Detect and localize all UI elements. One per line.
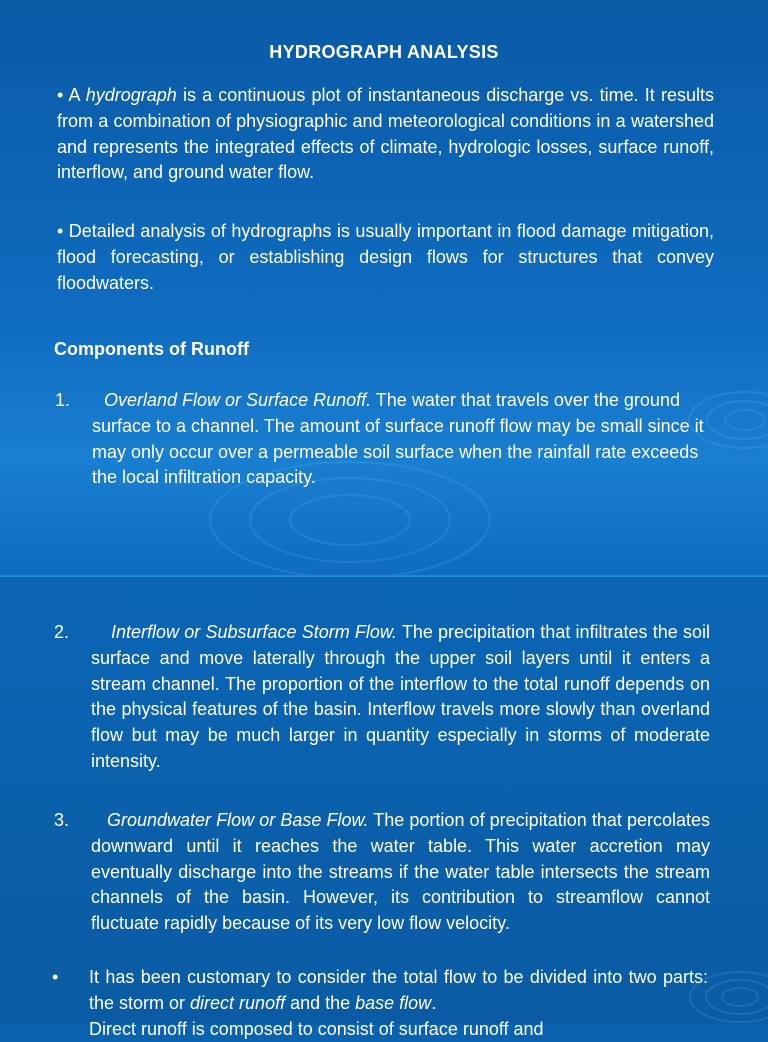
slide-title: HYDROGRAPH ANALYSIS bbox=[269, 42, 499, 62]
analysis-paragraph: • Detailed analysis of hydrographs is usually important in flood damage mitigation, flood forecasting, or establishing design flows for structures that convey floodwaters. bbox=[57, 221, 714, 293]
item-text: Interflow or Subsurface Storm Flow. The precipitation that infiltrates the soil surface and move laterally through the upper soil layers until it enters a stream channel. The proportion of the interflow to the total runoff depends on the physical features of the basin. Interflow travels more slowly than overland flow but may be much larger in quantity especially in storms of moderate intensity. bbox=[91, 622, 711, 771]
item-number: 2. bbox=[54, 622, 70, 642]
cut-off-line: Direct runoff is composed to consist of surface runoff and bbox=[89, 1018, 544, 1039]
runoff-item-3 bbox=[54, 808, 710, 937]
item-text: Groundwater Flow or Base Flow. The portion of precipitation that percolates downward until it reaches the water table. This water accretion may eventually discharge into the streams if the water table intersects the stream channels of the basin. However, its contribution to streamflow cannot fluctuate rapidly because of its very low flow velocity. bbox=[91, 810, 710, 934]
intro-paragraph: • A hydrograph is a continuous plot of instantaneous discharge vs. time. It results from a combination of physiographic and meteorological conditions in a watershed and represents the integrated effects of climate, hydrologic losses, surface runoff, interflow, and ground water flow. bbox=[57, 85, 714, 183]
item-number: 1. bbox=[55, 390, 71, 410]
direct-runoff-term: direct runoff bbox=[190, 992, 286, 1013]
bullet-glyph: • bbox=[52, 967, 59, 987]
item-term: Groundwater Flow or Base Flow. bbox=[107, 810, 369, 830]
section-heading: Components of Runoff bbox=[54, 339, 249, 359]
flow-division-bullet bbox=[52, 965, 708, 1042]
runoff-item-2 bbox=[54, 620, 710, 775]
bullet-glyph: • bbox=[57, 221, 64, 241]
bullet-text: It has been customary to consider the total flow to be divided into two parts: the storm or direct runoff and the base flow. Direct runoff is composed to consist of surface runoff and bbox=[89, 967, 708, 1039]
slide-2 bbox=[0, 577, 768, 1039]
item-term: Interflow or Subsurface Storm Flow. bbox=[111, 622, 397, 642]
item-text: Overland Flow or Surface Runoff. The water that travels over the ground surface to a channel. The amount of surface runoff flow may be small since it may only occur over a permeable soil surface when the rainfall rate exceeds the local infiltration capacity. bbox=[92, 390, 704, 488]
bullet-glyph: • bbox=[57, 85, 64, 105]
runoff-item-1 bbox=[55, 388, 705, 491]
item-term: Overland Flow or Surface Runoff. bbox=[104, 390, 372, 410]
item-number: 3. bbox=[54, 810, 70, 830]
hydrograph-term: hydrograph bbox=[85, 85, 177, 105]
base-flow-term: base flow bbox=[355, 992, 432, 1013]
